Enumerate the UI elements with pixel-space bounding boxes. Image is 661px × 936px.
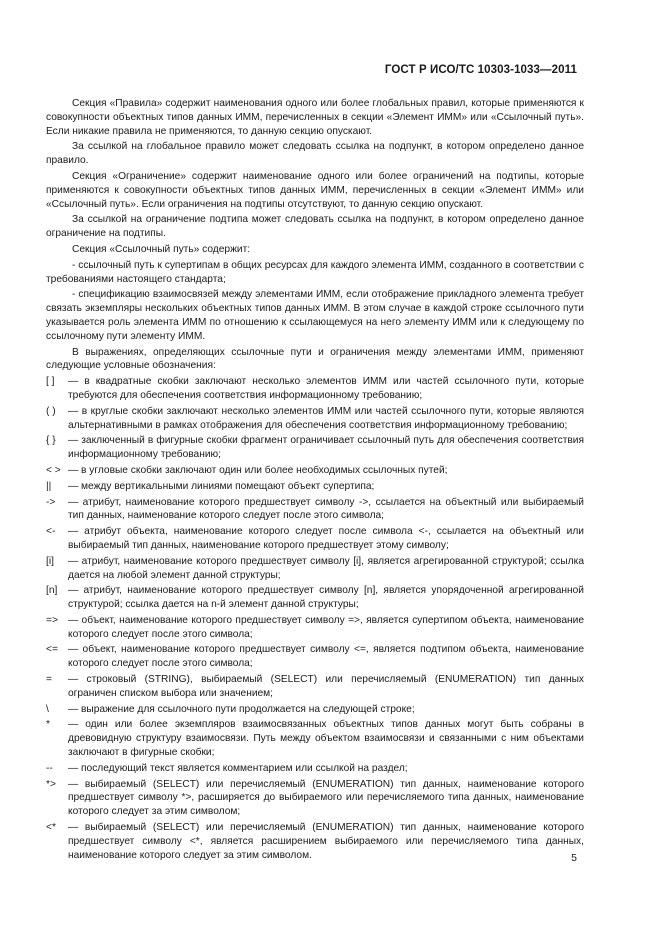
- notation-symbol: ->: [46, 496, 56, 508]
- notation-description: — объект, наименование которого предшествует символу =>, является супертипом объекта, наименование которого следует после этого символа;: [68, 614, 584, 640]
- paragraph: За ссылкой на глобальное правило может следовать ссылка на подпункт, в котором определено данное правило.: [46, 141, 584, 167]
- notation-description: — выбираемый (SELECT) или перечисляемый (ENUMERATION) тип данных, наименование которого предшествует символу *>, расширяется до выбираемого или перечисляемого типа данных, наименование которого следует за этим символом;: [68, 778, 584, 818]
- notation-item: [46, 555, 584, 583]
- notation-item: [46, 821, 584, 862]
- notation-description: — выражение для ссылочного пути продолжается на следующей строке;: [68, 703, 415, 715]
- notation-description: — атрибут, наименование которого предшествует символу [n], является упорядоченной агрегированной структурой; ссылка дается на n-й элемент данной структуры;: [68, 585, 584, 611]
- paragraph: Секция «Ограничение» содержит наименование одного или более ограничений на подтипы, которые применяются к совокупности объектных типов данных ИММ, перечисленных в секции «Элемент ИММ» или «Ссылочный путь». Если ограничения на подтипы отсутствуют, то данную секцию опускают.: [46, 170, 584, 210]
- body-text: [46, 97, 584, 864]
- notation-item: [46, 480, 584, 494]
- notation-description: — в круглые скобки заключают несколько элементов ИММ или частей ссылочного пути, которые являются альтернативными в рамках отображения для обеспечения соответствия информационному требованию;: [68, 405, 584, 431]
- notation-description: — атрибут, наименование которого предшествует символу [i], является агрегированной структурой; ссылка дается на любой элемент данной структуры;: [68, 555, 584, 581]
- notation-description: — один или более экземпляров взаимосвязанных объектных типов данных могут быть собраны в древовидную структуру взаимосвязи. Путь между объектом взаимосвязи и связанными с ним объектами заключают в фигурные скобки;: [68, 719, 584, 759]
- notation-description: — в угловые скобки заключают один или более необходимых ссылочных путей;: [68, 464, 448, 476]
- document-header: ГОСТ Р ИСО/ТС 10303-1033—2011: [384, 64, 577, 76]
- notation-symbol: { }: [46, 435, 56, 447]
- notation-description: — атрибут, наименование которого предшествует символу ->, ссылается на объектный или выбираемый тип данных, наименование которого следует после этого символа;: [68, 496, 584, 522]
- notation-description: — в квадратные скобки заключают несколько элементов ИММ или частей ссылочного пути, которые требуются для обеспечения соответствия информационному требованию;: [68, 376, 584, 401]
- notation-item: [46, 614, 584, 642]
- notation-item: [46, 643, 584, 671]
- notation-symbol: < >: [46, 464, 61, 476]
- notation-description: — между вертикальными линиями помещают объект супертипа;: [68, 480, 375, 492]
- notation-symbol: <*: [46, 822, 56, 834]
- paragraph: - ссылочный путь к супертипам в общих ресурсах для каждого элемента ИММ, созданного в соответствии с требованиями настоящего стандарта;: [46, 259, 584, 285]
- notation-symbol: *: [46, 719, 50, 731]
- notation-symbol: ||: [46, 480, 52, 492]
- notation-item: [46, 405, 584, 433]
- notation-list: [46, 375, 584, 862]
- page-number: 5: [571, 852, 577, 864]
- notation-item: [46, 375, 584, 403]
- paragraph: В выражениях, определяющих ссылочные пути и ограничения между элементами ИММ, применяют следующие условные обозначения:: [46, 346, 584, 372]
- notation-symbol: =: [46, 674, 52, 686]
- notation-item: [46, 525, 584, 553]
- notation-description: — выбираемый (SELECT) или перечисляемый (ENUMERATION) тип данных, наименование которого предшествует символу <*, является расширением выбираемого или перечисляемого типа данных, наименование которого следует за этим символом.: [68, 822, 584, 861]
- notation-item: [46, 778, 584, 819]
- notation-symbol: [i]: [46, 555, 54, 567]
- notation-item: [46, 703, 584, 717]
- notation-item: [46, 464, 584, 478]
- paragraph: - спецификацию взаимосвязей между элементами ИММ, если отображение прикладного элемента требует связать экземпляры нескольких объектных типов данных ИММ. В этом случае в каждой строке ссылочного пути указывается роль элемента ИММ по отношению к ссылающемуся на него элементу ИММ или к следующему по ссылочному пути элементу ИММ.: [46, 289, 584, 342]
- notation-item: [46, 762, 584, 776]
- paragraph: Секция «Правила» содержит наименования одного или более глобальных правил, которые применяются к совокупности объектных типов данных ИММ, перечисленных в секции «Элемент ИММ» или «Ссылочный путь». Если никакие правила не применяются, то данную секцию опускают.: [46, 98, 584, 137]
- notation-symbol: [n]: [46, 585, 58, 597]
- notation-item: [46, 496, 584, 524]
- notation-symbol: <-: [46, 526, 56, 538]
- notation-symbol: =>: [46, 614, 58, 626]
- notation-description: — объект, наименование которого предшествует символу <=, является подтипом объекта, наименование которого следует после этого символа;: [68, 644, 584, 670]
- notation-description: — заключенный в фигурные скобки фрагмент ограничивает ссылочный путь для обеспечения соответствия информационному требованию;: [68, 435, 584, 461]
- notation-symbol: <=: [46, 644, 58, 656]
- notation-description: — последующий текст является комментарием или ссылкой на раздел;: [68, 762, 408, 774]
- notation-description: — атрибут объекта, наименование которого следует после символа <-, ссылается на объектный или выбираемый тип данных, наименование которого предшествует этому символу;: [68, 526, 584, 551]
- notation-item: [46, 584, 584, 612]
- notation-symbol: \: [46, 703, 49, 715]
- notation-item: [46, 718, 584, 759]
- notation-item: [46, 673, 584, 701]
- notation-description: — строковый (STRING), выбираемый (SELECT) или перечисляемый (ENUMERATION) тип данных ограничен списком выбора или значением;: [68, 674, 584, 699]
- notation-symbol: --: [46, 762, 53, 774]
- paragraph: Секция «Ссылочный путь» содержит:: [72, 243, 251, 255]
- notation-symbol: [ ]: [46, 376, 55, 388]
- paragraph: За ссылкой на ограничение подтипа может следовать ссылка на подпункт, в котором определено данное ограничение на подтипы.: [46, 214, 584, 240]
- notation-symbol: ( ): [46, 405, 56, 417]
- notation-symbol: *>: [46, 778, 56, 790]
- notation-item: [46, 434, 584, 462]
